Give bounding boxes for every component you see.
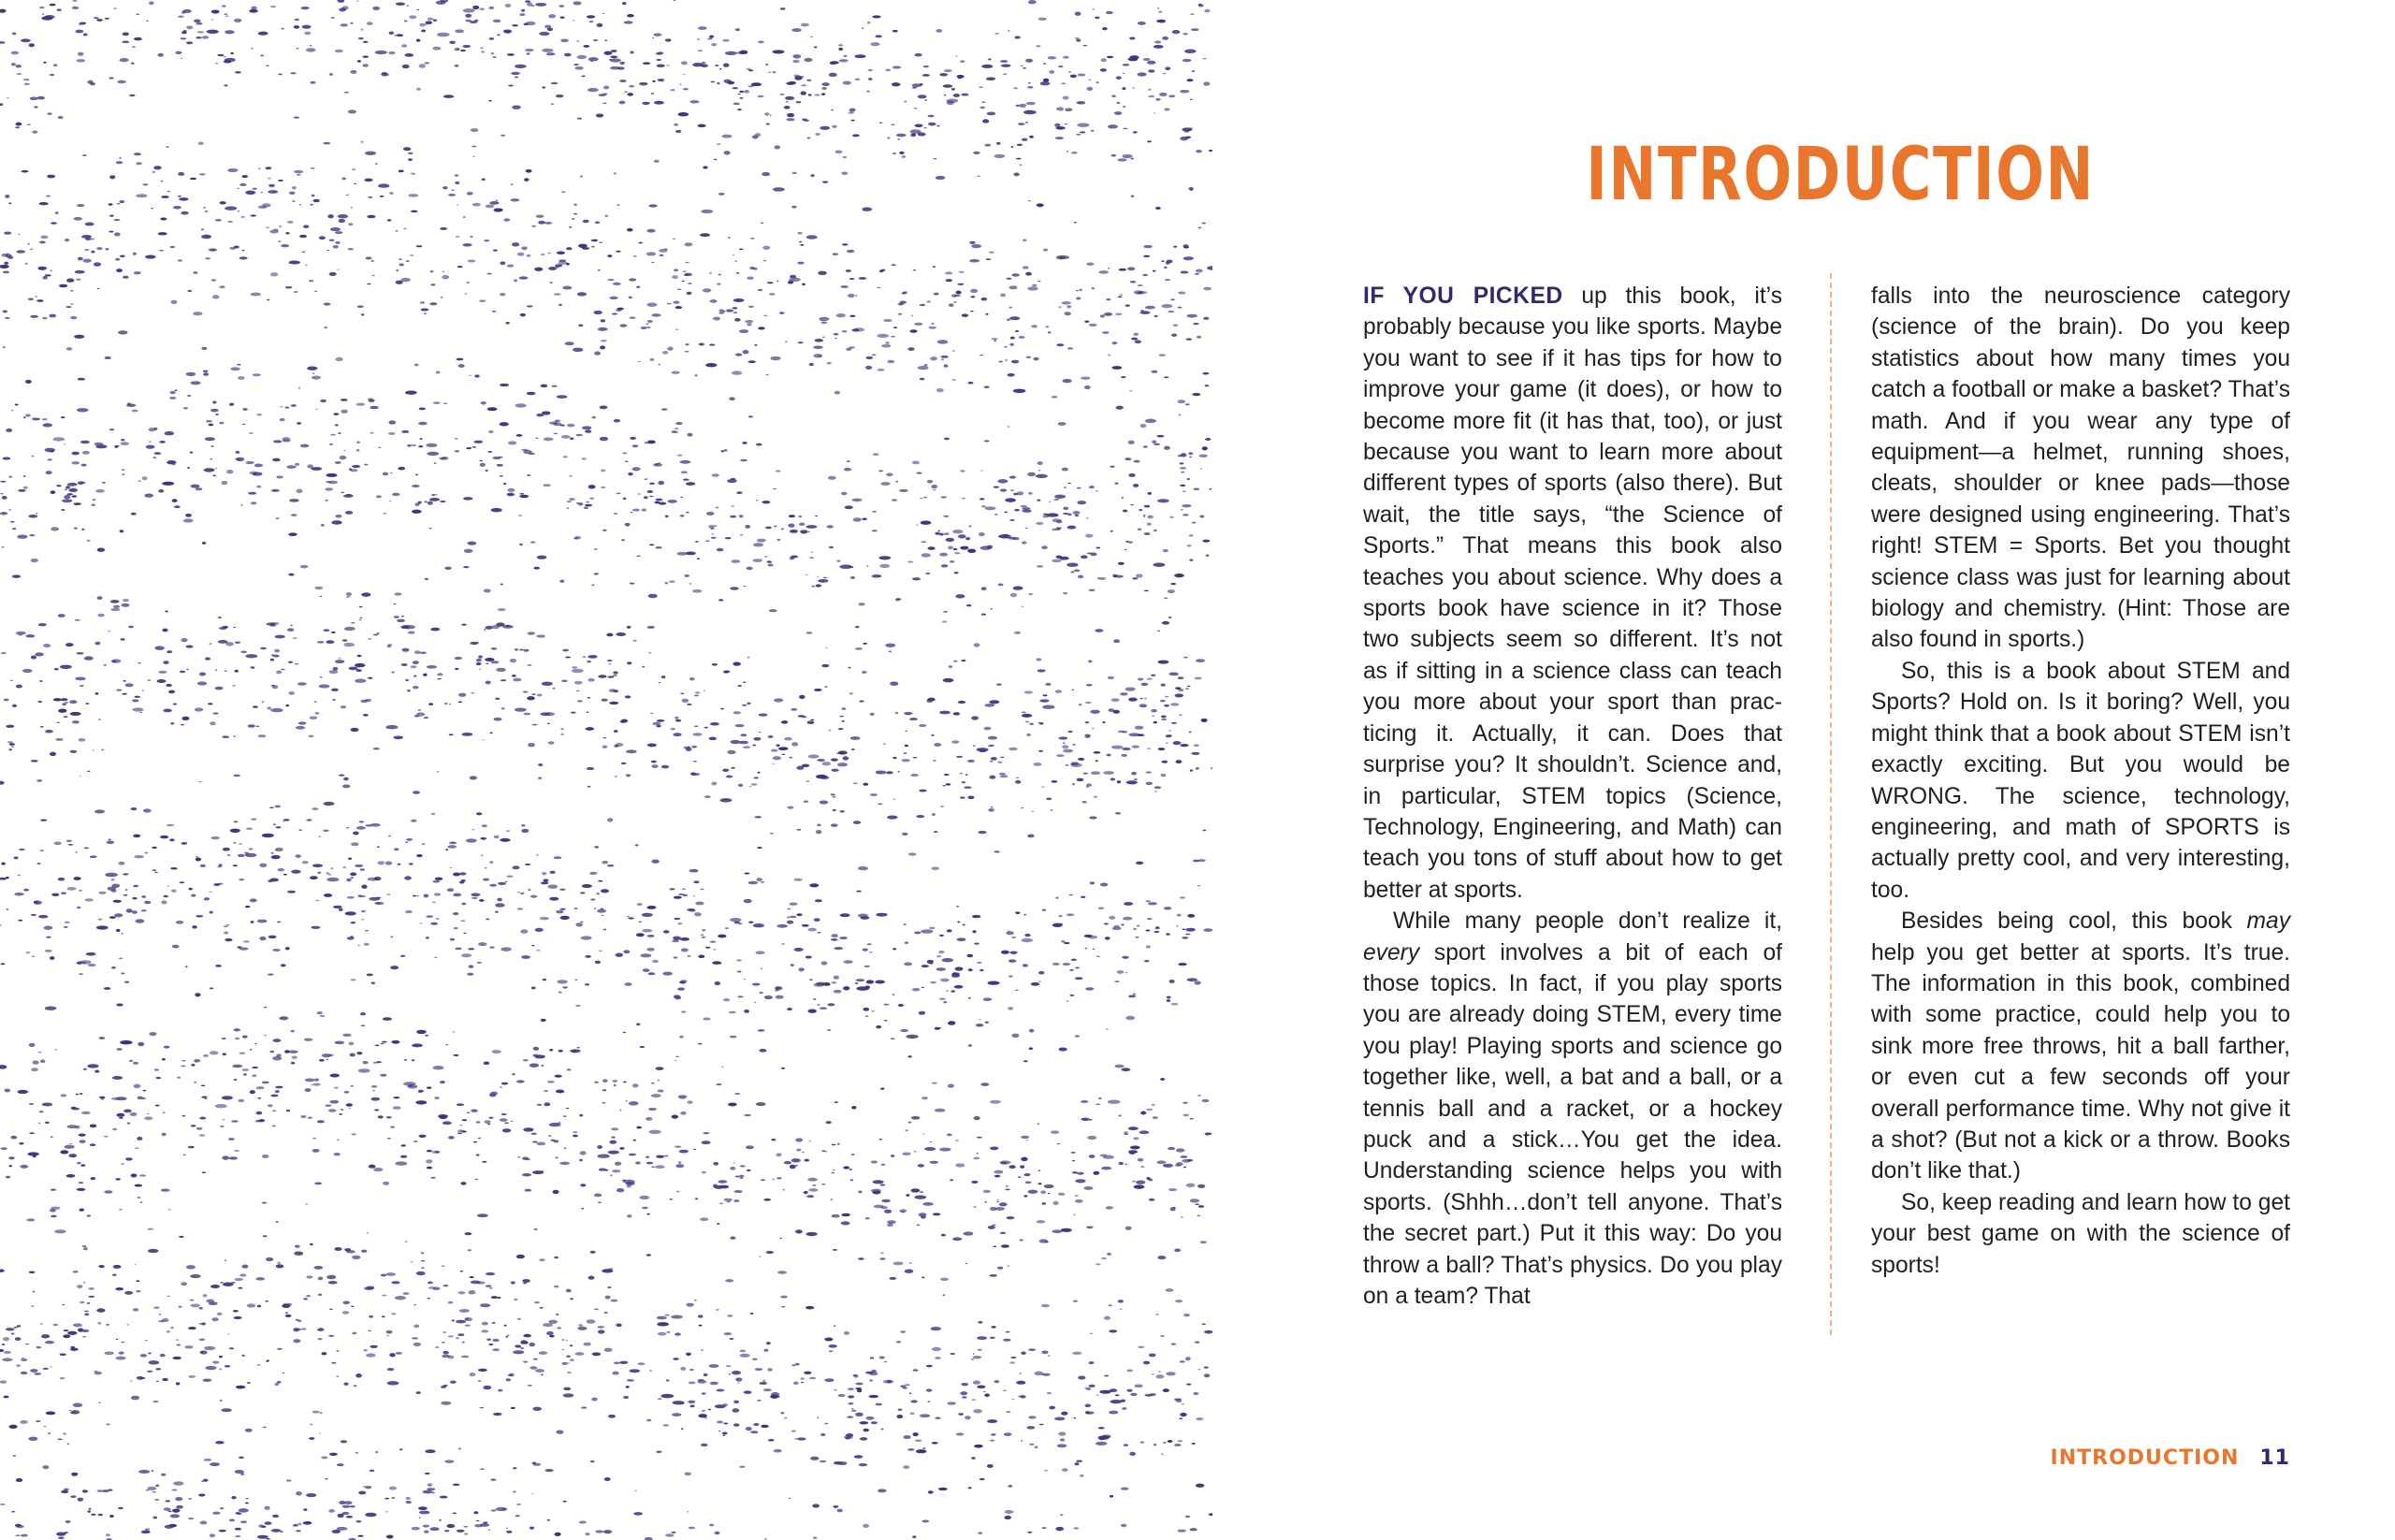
paragraph-2 [1363, 906, 1782, 1312]
paragraph-5-start: Besides being cool, this book [1901, 908, 2247, 935]
paragraph-4: So, this is a book about STEM and Sports? Hold on. Is it boring? Well, you might think that a book about STEM isn’t exactly exciting. But you would be WRONG. The science, technology, engineering, and math of SPORTS is actually pretty cool, and very interesting, too. [1871, 658, 2290, 903]
column-divider [1830, 273, 1832, 1335]
paragraph-1-body: up this book, it’s probably because you like sports. Maybe you want to see if it has tips for how to improve your game (it does), or how to become more fit (it has that, too), or just because you want to learn more about different types of sports (also there). But wait, the title says, “the Science of Sports.” That means this book also teaches you about science. Why does a sports book have science in it? Those two subjects seem so different. It’s not as if sitting in a science class can teach you more about your sport than practicing it. Actually, it can. Does that surprise you? It shouldn’t. Science and, in particular, STEM topics (Science, Technology, Engineering, and Math) can teach you tons of stuff about how to get better at sports. [1363, 283, 1782, 903]
emphasis-may: may [2246, 908, 2290, 935]
right-page [1212, 0, 2395, 1540]
text-column-left [1363, 281, 1782, 1312]
page-number: 11 [2259, 1446, 2290, 1470]
running-head: INTRODUCTION [2050, 1446, 2240, 1470]
paragraph-5-end: help you get better at sports. It’s true. The information in this book, combined with some practice, could help you to sink more free throws, hit a ball farther, or even cut a few seconds off your overall performance time. Why not give it a shot? (But not a kick or a throw. Books don’t like that.) [1871, 939, 2290, 1184]
lead-in-text: IF YOU PICKED [1363, 283, 1563, 309]
chapter-title: INTRODUCTION [1586, 133, 2095, 217]
paragraph-3: falls into the neuroscience category (science of the brain). Do you keep statistics about how many times you catch a football or make a basket? That’s math. And if you wear any type of equipment—a helmet, running shoes, cleats, shoulder or knee pads—those were designed using engineering. That’s right! STEM = Sports. Bet you thought science class was just for learning about biology and chemistry. (Hint: Those are also found in sports.) [1871, 283, 2290, 653]
paragraph-5 [1871, 906, 2290, 1187]
emphasis-every: every [1363, 939, 1420, 966]
paragraph-2-start: While many people don’t realize it, [1393, 908, 1782, 935]
text-column-right [1871, 281, 2290, 1281]
paragraph-1 [1363, 281, 1782, 906]
page-footer [2051, 1446, 2290, 1470]
paragraph-6: So, keep reading and learn how to get your best game on with the science of sports! [1871, 1189, 2290, 1278]
paragraph-2-end: sport involves a bit of each of those topics. In fact, if you play sports you are already doing STEM, every time you play! Playing sports and science go together like, well, a bat and a ball, or a tennis ball and a racket, or a hockey puck and a stick…You get the idea. Understanding science helps you with sports. (Shhh…don’t tell anyone. That’s the secret part.) Put it this way: Do you throw a ball? That’s physics. Do you play on a team? That [1363, 939, 1782, 1309]
